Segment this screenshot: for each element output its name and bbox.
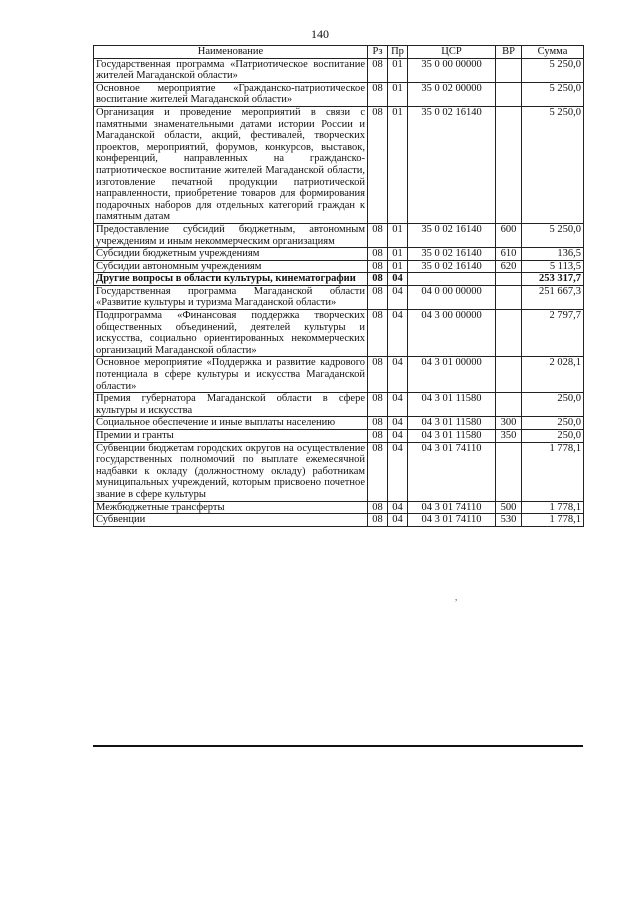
row-rz: 08 (368, 357, 388, 393)
row-sum: 1 778,1 (522, 442, 584, 501)
row-rz: 08 (368, 285, 388, 309)
row-vr (496, 106, 522, 223)
table-row (94, 514, 584, 527)
row-rz: 08 (368, 393, 388, 417)
row-rz: 08 (368, 417, 388, 430)
row-sum: 250,0 (522, 417, 584, 430)
row-vr: 500 (496, 501, 522, 514)
row-name: Социальное обеспечение и иные выплаты населению (94, 417, 368, 430)
row-pr: 01 (388, 82, 408, 106)
table-row (94, 417, 584, 430)
row-vr (496, 285, 522, 309)
row-rz: 08 (368, 310, 388, 357)
row-name: Государственная программа «Патриотическое воспитание жителей Магаданской области» (94, 58, 368, 82)
row-pr: 01 (388, 223, 408, 247)
row-sum: 253 317,7 (522, 273, 584, 286)
table-row (94, 430, 584, 443)
row-rz: 08 (368, 273, 388, 286)
row-rz: 08 (368, 248, 388, 261)
row-name: Субсидии бюджетным учреждениям (94, 248, 368, 261)
row-sum: 1 778,1 (522, 501, 584, 514)
table-row (94, 248, 584, 261)
row-csr: 04 3 01 11580 (408, 430, 496, 443)
row-sum: 136,5 (522, 248, 584, 261)
row-csr: 35 0 02 00000 (408, 82, 496, 106)
row-name: Основное мероприятие «Гражданско-патриотическое воспитание жителей Магаданской области» (94, 82, 368, 106)
row-csr: 35 0 02 16140 (408, 248, 496, 261)
row-csr: 04 3 00 00000 (408, 310, 496, 357)
row-sum: 5 250,0 (522, 58, 584, 82)
row-sum: 5 250,0 (522, 82, 584, 106)
row-name: Организация и проведение мероприятий в связи с памятными знаменательными датами истории России и Магаданской области, акций, фестивалей, творческих проектов, мероприятий, форумов, конкурсов, выставок, конференций, направленных на гражданско-патриотическое воспитание жителей Магаданской области, изготовление печатной продукции патриотической направленности, приобретение товаров для формирования подарочных наборов для отдельных категорий граждан к памятным датам (94, 106, 368, 223)
row-vr: 620 (496, 260, 522, 273)
table-row (94, 393, 584, 417)
column-header-vr: ВР (496, 46, 522, 59)
table-row (94, 442, 584, 501)
row-vr (496, 442, 522, 501)
row-sum: 250,0 (522, 430, 584, 443)
row-pr: 04 (388, 514, 408, 527)
column-header-name: Наименование (94, 46, 368, 59)
row-name: Премии и гранты (94, 430, 368, 443)
row-name: Подпрограмма «Финансовая поддержка творческих общественных объединений, деятелей культуры и искусства, социально ориентированных некоммерческих организаций Магаданской области» (94, 310, 368, 357)
row-csr: 04 3 01 00000 (408, 357, 496, 393)
row-sum: 2 028,1 (522, 357, 584, 393)
row-pr: 04 (388, 273, 408, 286)
row-vr (496, 393, 522, 417)
row-pr: 01 (388, 58, 408, 82)
row-csr: 35 0 02 16140 (408, 260, 496, 273)
row-csr: 04 3 01 74110 (408, 514, 496, 527)
row-sum: 250,0 (522, 393, 584, 417)
row-csr: 04 3 01 11580 (408, 417, 496, 430)
row-pr: 04 (388, 393, 408, 417)
row-vr: 600 (496, 223, 522, 247)
row-name: Предоставление субсидий бюджетным, автономным учреждениям и иным некоммерческим организациям (94, 223, 368, 247)
row-rz: 08 (368, 514, 388, 527)
row-name: Государственная программа Магаданской области «Развитие культуры и туризма Магаданской области» (94, 285, 368, 309)
row-csr: 35 0 02 16140 (408, 106, 496, 223)
table-body (94, 58, 584, 526)
table-row (94, 501, 584, 514)
row-pr: 04 (388, 442, 408, 501)
row-pr: 01 (388, 248, 408, 261)
table-row (94, 285, 584, 309)
row-rz: 08 (368, 82, 388, 106)
budget-table (93, 45, 584, 527)
row-pr: 04 (388, 501, 408, 514)
row-pr: 01 (388, 106, 408, 223)
column-header-pr: Пр (388, 46, 408, 59)
row-pr: 04 (388, 357, 408, 393)
row-pr: 04 (388, 417, 408, 430)
row-pr: 01 (388, 260, 408, 273)
row-vr (496, 357, 522, 393)
row-csr: 04 3 01 11580 (408, 393, 496, 417)
row-csr: 04 3 01 74110 (408, 501, 496, 514)
row-pr: 04 (388, 310, 408, 357)
row-csr: 04 0 00 00000 (408, 285, 496, 309)
table-row (94, 357, 584, 393)
table-row (94, 273, 584, 286)
row-csr: 04 3 01 74110 (408, 442, 496, 501)
row-vr: 530 (496, 514, 522, 527)
row-sum: 251 667,3 (522, 285, 584, 309)
column-header-sum: Сумма (522, 46, 584, 59)
bottom-rule (93, 745, 583, 747)
row-vr (496, 58, 522, 82)
row-name: Субвенции (94, 514, 368, 527)
row-rz: 08 (368, 501, 388, 514)
row-name: Премия губернатора Магаданской области в сфере культуры и искусства (94, 393, 368, 417)
table-row (94, 58, 584, 82)
row-sum: 5 250,0 (522, 106, 584, 223)
row-rz: 08 (368, 223, 388, 247)
row-vr: 350 (496, 430, 522, 443)
row-pr: 04 (388, 285, 408, 309)
row-vr: 610 (496, 248, 522, 261)
table-row (94, 260, 584, 273)
row-pr: 04 (388, 430, 408, 443)
row-sum: 5 113,5 (522, 260, 584, 273)
row-csr (408, 273, 496, 286)
page-number: 140 (311, 27, 329, 41)
row-vr: 300 (496, 417, 522, 430)
row-rz: 08 (368, 442, 388, 501)
row-csr: 35 0 00 00000 (408, 58, 496, 82)
row-name: Другие вопросы в области культуры, кинематографии (94, 273, 368, 286)
table-row (94, 310, 584, 357)
row-sum: 5 250,0 (522, 223, 584, 247)
row-sum: 1 778,1 (522, 514, 584, 527)
row-csr: 35 0 02 16140 (408, 223, 496, 247)
row-vr (496, 310, 522, 357)
column-header-rz: Рз (368, 46, 388, 59)
table-row (94, 106, 584, 223)
row-name: Субсидии автономным учреждениям (94, 260, 368, 273)
row-rz: 08 (368, 58, 388, 82)
row-rz: 08 (368, 430, 388, 443)
row-sum: 2 797,7 (522, 310, 584, 357)
table-header-row (94, 46, 584, 59)
column-header-csr: ЦСР (408, 46, 496, 59)
row-name: Основное мероприятие «Поддержка и развитие кадрового потенциала в сфере культуры и искусства Магаданской области» (94, 357, 368, 393)
row-rz: 08 (368, 260, 388, 273)
table-row (94, 223, 584, 247)
row-name: Межбюджетные трансферты (94, 501, 368, 514)
row-rz: 08 (368, 106, 388, 223)
row-vr (496, 273, 522, 286)
row-vr (496, 82, 522, 106)
table-row (94, 82, 584, 106)
scan-speck: , (455, 592, 458, 602)
row-name: Субвенции бюджетам городских округов на осуществление государственных полномочий по выплате ежемесячной надбавки к окладу (должностному окладу) работникам муниципальных учреждений, которым присвоено почетное звание в сфере культуры (94, 442, 368, 501)
